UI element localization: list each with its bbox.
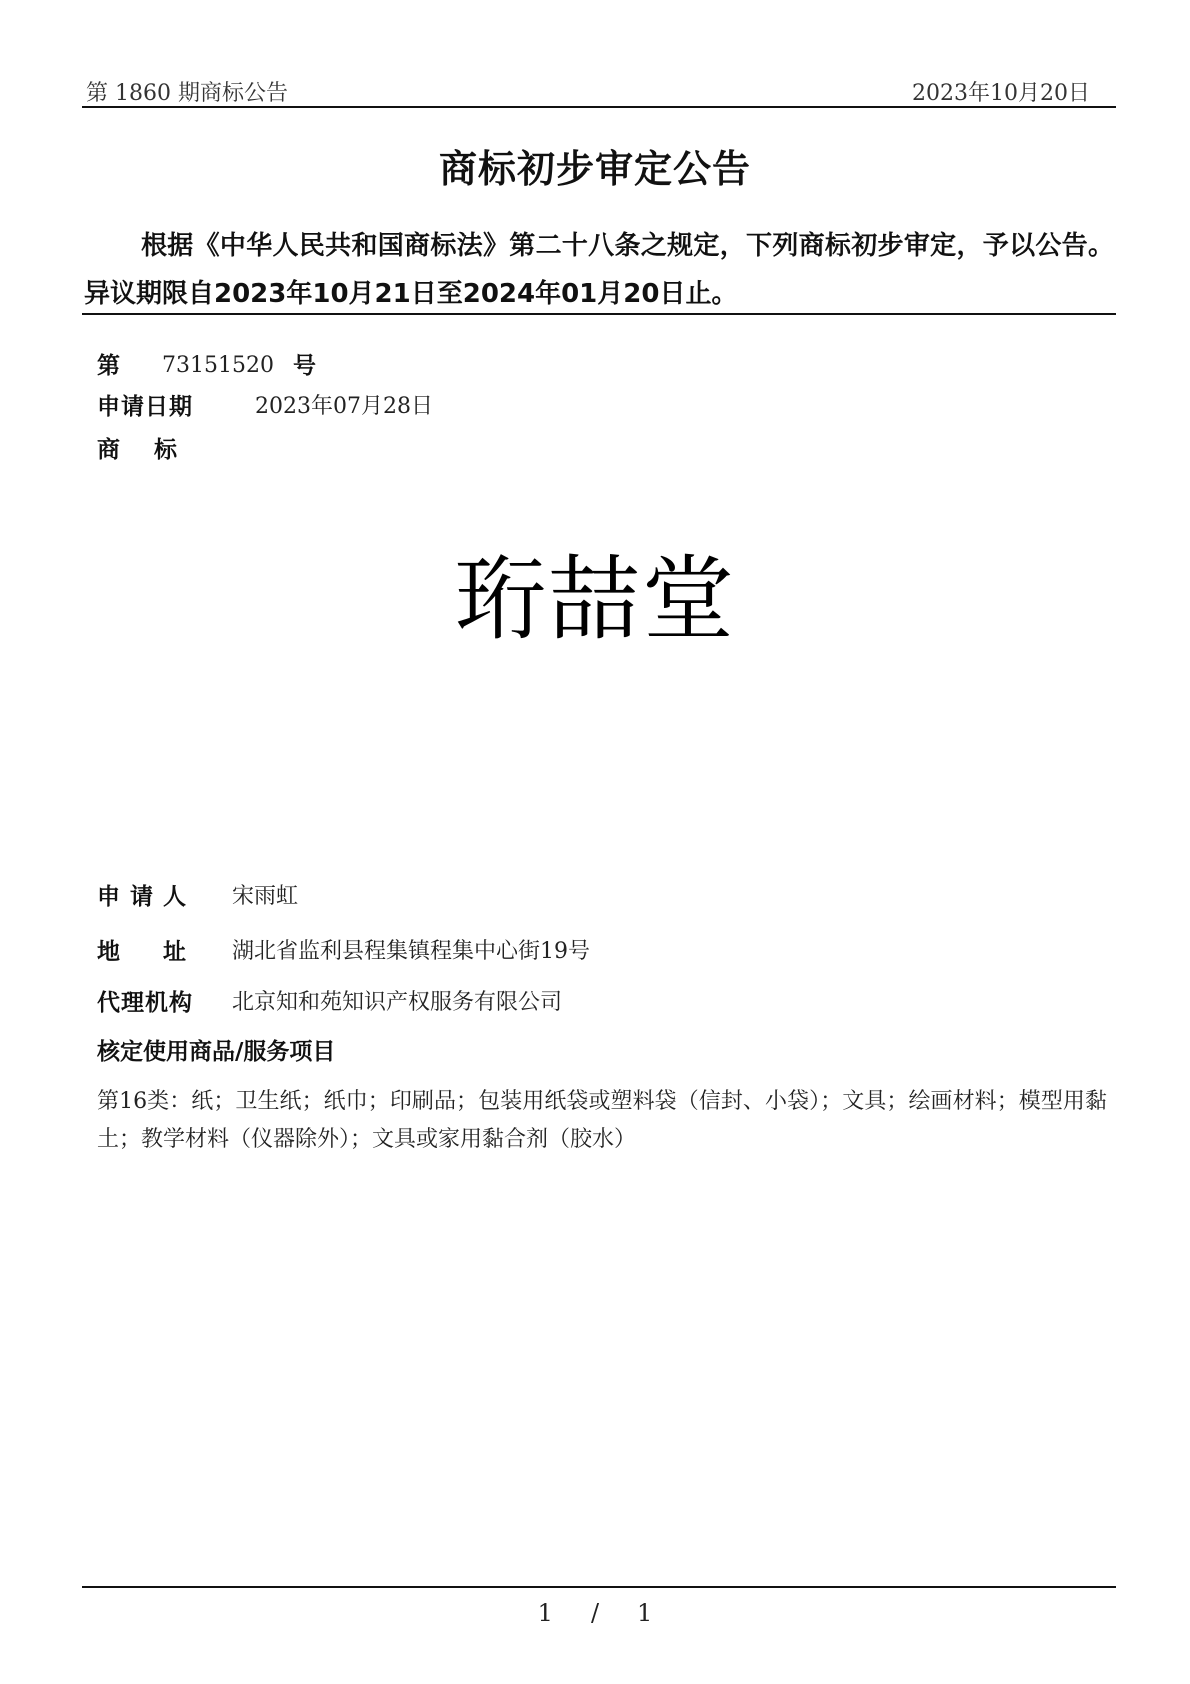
applicant-label: 申请人 bbox=[97, 884, 196, 910]
current-page: 1 bbox=[537, 1599, 553, 1627]
total-pages: 1 bbox=[637, 1599, 653, 1627]
footer-divider bbox=[82, 1586, 1116, 1588]
goods-services-label: 核定使用商品/服务项目 bbox=[97, 1039, 336, 1065]
application-date-label: 申请日期 bbox=[97, 394, 193, 420]
section-divider bbox=[82, 313, 1116, 315]
page-separator: / bbox=[590, 1599, 600, 1627]
trademark-label: 商标 bbox=[97, 437, 211, 463]
trademark-image-text: 珩喆堂 bbox=[453, 546, 736, 653]
registration-suffix-label: 号 bbox=[293, 353, 316, 379]
page-indicator bbox=[0, 1598, 1190, 1628]
applicant-value: 宋雨虹 bbox=[232, 884, 299, 909]
header-divider bbox=[82, 106, 1116, 108]
agency-value: 北京知和苑知识产权服务有限公司 bbox=[232, 990, 563, 1015]
issue-number: 第 1860 期商标公告 bbox=[86, 81, 288, 106]
agency-label: 代理机构 bbox=[97, 990, 193, 1016]
registration-prefix-label: 第 bbox=[97, 353, 120, 379]
goods-services-list: 第16类：纸；卫生纸；纸巾；印刷品；包装用纸袋或塑料袋（信封、小袋）；文具；绘画材料；模型用黏土；教学材料（仪器除外）；文具或家用黏合剂（胶水） bbox=[97, 1089, 1107, 1152]
intro-paragraph: 根据《中华人民共和国商标法》第二十八条之规定，下列商标初步审定，予以公告。异议期限自2023年10月21日至2024年01月20日止。 bbox=[84, 231, 1114, 309]
address-value: 湖北省监利县程集镇程集中心街19号 bbox=[232, 939, 590, 964]
page-title: 商标初步审定公告 bbox=[438, 146, 751, 191]
registration-number: 73151520 bbox=[162, 353, 274, 378]
publication-date: 2023年10月20日 bbox=[912, 81, 1090, 106]
address-label: 地址 bbox=[97, 939, 229, 965]
application-date-value: 2023年07月28日 bbox=[255, 394, 433, 419]
